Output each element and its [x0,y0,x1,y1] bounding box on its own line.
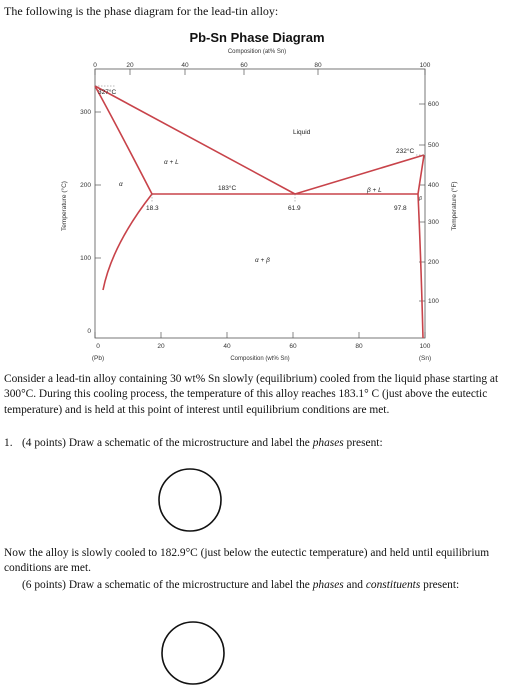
sn-label: (Sn) [418,355,432,362]
liquidus-left [95,86,295,194]
label-978-comp: 97.8 [394,205,407,212]
label-alpha-beta: α + β [255,257,270,264]
bottom-axis-label: Composition (wt% Sn) [230,356,290,362]
label-beta-l: β + L [367,187,382,194]
top-tick-20: 20 [126,62,134,69]
top-tick-0: 0 [93,62,97,69]
question-2-em-1: phases [312,579,344,591]
solvus-right [418,194,423,338]
right-tick-500: 500 [428,142,439,149]
bottom-tick-20: 20 [157,343,165,350]
paragraph-2: Now the alloy is slowly cooled to 182.9°C (just below the eutectic temperature) and held until equilibrium conditions are met. [4,547,490,575]
label-327: 327°C [98,89,117,96]
right-tick-300: 300 [428,219,439,226]
top-axis-label: Composition (at% Sn) [227,49,287,55]
right-tick-100: 100 [428,298,439,305]
label-183-comp: 18.3 [146,205,159,212]
label-232: 232°C [396,148,415,155]
question-2-em-2: constituents [365,579,421,591]
right-ticks [419,104,425,301]
left-axis-label: Temperature (°C) [61,181,68,231]
top-tick-60: 60 [240,62,248,69]
label-beta: β [419,196,422,202]
solvus-left [103,194,152,290]
left-tick-200: 200 [80,182,91,189]
solidus-right [418,155,424,194]
label-183: 183°C [218,185,237,192]
top-tick-80: 80 [314,62,322,69]
question-2-text-c: present: [420,579,460,591]
question-2-text-a: (6 points) Draw a schematic of the microstructure and label the [22,579,313,591]
bottom-tick-0: 0 [96,343,100,350]
top-ticks [95,69,425,75]
question-2-number [4,578,22,593]
left-tick-0: 0 [87,328,91,335]
bottom-tick-80: 80 [355,343,363,350]
label-alpha: α [119,181,123,188]
paragraph-1: Consider a lead-tin alloy containing 30 wt% Sn slowly (equilibrium) cooled from the liquid phase starting at 300°C. During this cooling process, the temperature of this alloy reaches 183.1° C (just above the eutectic temperature) and is held at this point of interest until equilibrium conditions are met. [4,373,499,416]
right-tick-200: 200 [428,259,439,266]
label-liquid: Liquid [293,129,311,136]
question-2 [4,578,512,593]
liquidus-right [295,155,424,194]
question-2-text-b: and [343,579,366,591]
question-1-number: 1. [4,437,13,449]
intro-text: The following is the phase diagram for the lead-tin alloy: [4,4,279,18]
top-tick-40: 40 [181,62,189,69]
bottom-tick-60: 60 [289,343,297,350]
question-1 [4,436,512,451]
question-1-text-a: (4 points) Draw a schematic of the microstructure and label the [22,437,313,449]
question-1-em: phases [312,437,344,449]
right-tick-600: 600 [428,101,439,108]
question-1-text-b: present: [343,437,383,449]
answer-circle-2 [158,618,228,688]
guide-lines [95,86,424,203]
pb-label: (Pb) [91,355,105,362]
phase-lines [95,86,424,338]
top-tick-100: 100 [419,62,431,69]
label-619-comp: 61.9 [288,205,301,212]
bottom-tick-100: 100 [419,343,431,350]
diagram-title: Pb-Sn Phase Diagram [189,30,325,45]
right-tick-400: 400 [428,182,439,189]
bottom-tick-40: 40 [223,343,231,350]
left-tick-100: 100 [80,255,91,262]
answer-circle-1 [155,465,225,535]
bottom-ticks [95,332,425,338]
label-alpha-l: α + L [164,159,179,166]
left-tick-300: 300 [80,109,91,116]
left-ticks [95,112,101,258]
right-axis-label: Temperature (°F) [451,181,458,231]
